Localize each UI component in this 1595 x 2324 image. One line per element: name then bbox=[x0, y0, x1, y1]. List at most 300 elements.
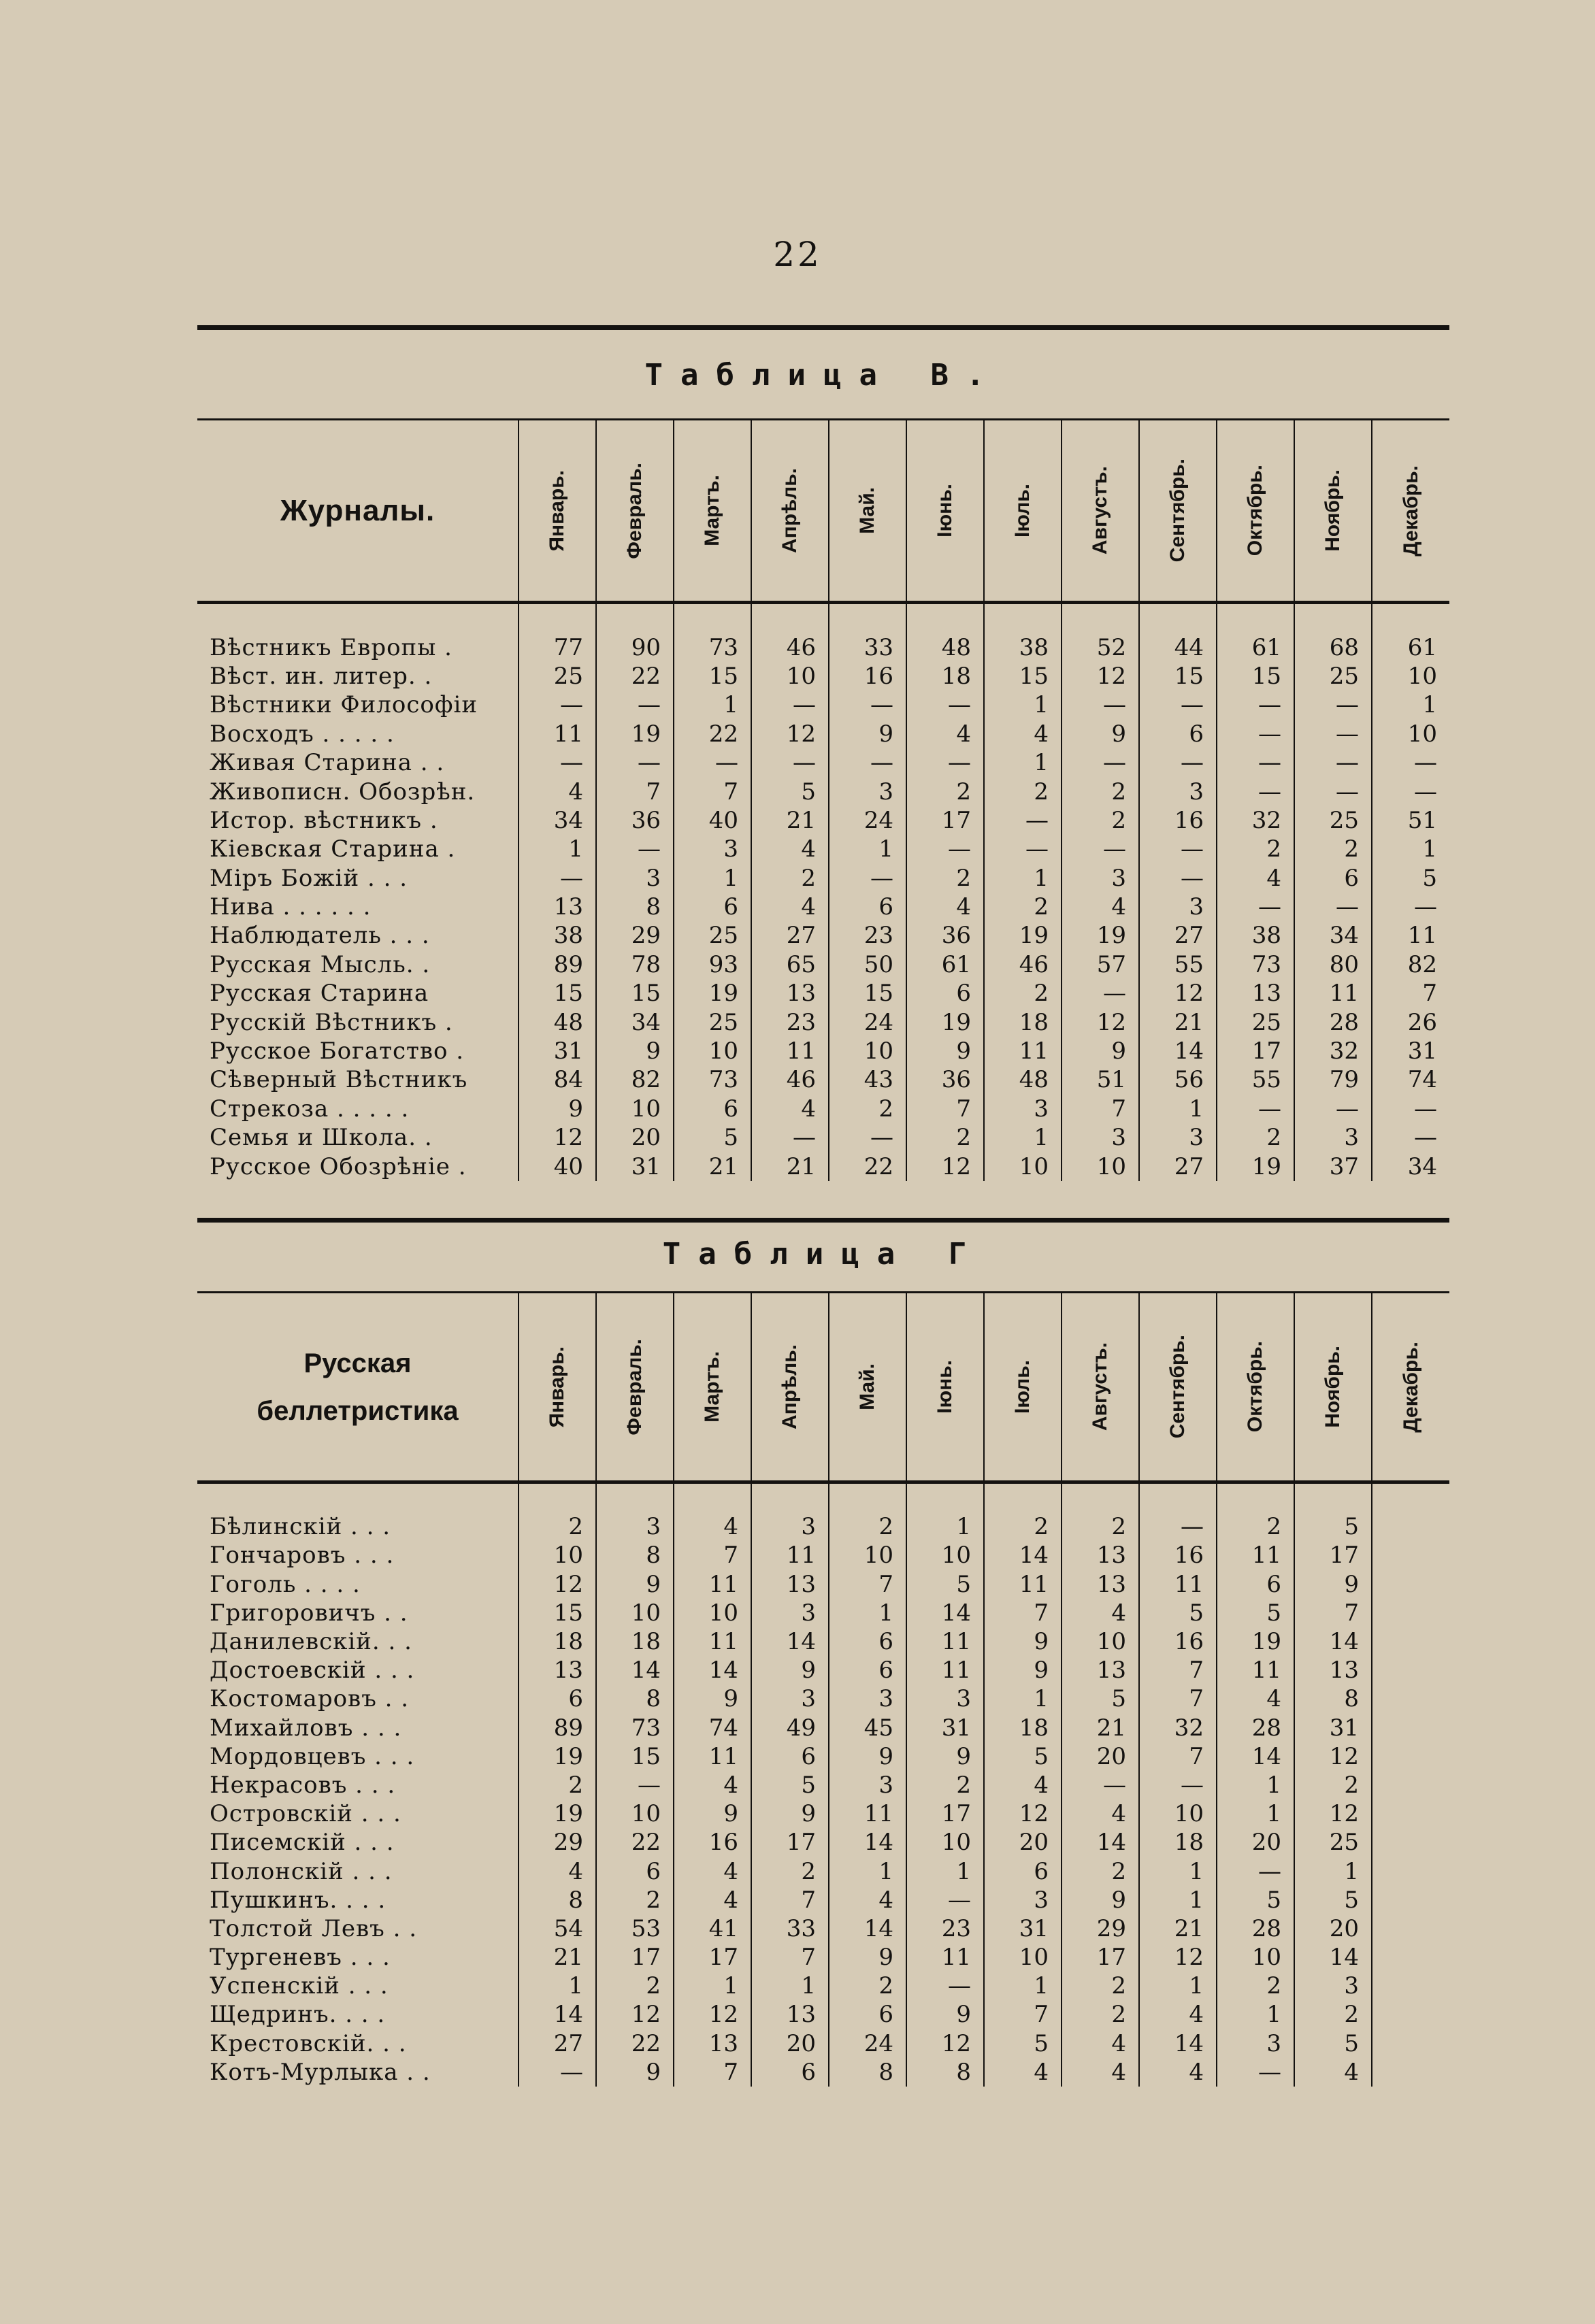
table-cell bbox=[1372, 1914, 1449, 1943]
table-cell: 9 bbox=[751, 1656, 829, 1684]
table-cell: 21 bbox=[1139, 1914, 1217, 1943]
table-cell: — bbox=[1217, 748, 1294, 777]
table-cell: 7 bbox=[674, 2058, 751, 2087]
table-cell: 56 bbox=[1139, 1065, 1217, 1094]
table-cell: 50 bbox=[829, 950, 906, 979]
table-cell: 61 bbox=[1217, 633, 1294, 661]
table-cell: 9 bbox=[984, 1627, 1062, 1656]
table-cell: 12 bbox=[1139, 979, 1217, 1008]
table-cell: 13 bbox=[519, 893, 596, 921]
table-cell: 28 bbox=[1217, 1714, 1294, 1742]
table-cell: 10 bbox=[751, 662, 829, 691]
table-cell: 4 bbox=[1062, 2058, 1139, 2087]
table-cell: 18 bbox=[596, 1627, 674, 1656]
table-cell: 11 bbox=[984, 1037, 1062, 1065]
table-cell: 43 bbox=[829, 1065, 906, 1094]
table-cell: 2 bbox=[519, 1512, 596, 1541]
table-cell: 34 bbox=[1294, 921, 1372, 950]
table-cell: 4 bbox=[1217, 1684, 1294, 1713]
table-cell: 2 bbox=[1062, 1857, 1139, 1885]
table-cell: 6 bbox=[829, 1656, 906, 1684]
table-cell: 1 bbox=[906, 1512, 984, 1541]
table-cell bbox=[1372, 1799, 1449, 1828]
table-cell: — bbox=[1062, 979, 1139, 1008]
table-cell: 17 bbox=[751, 1828, 829, 1857]
table-cell: 3 bbox=[751, 1684, 829, 1713]
table-cell: 6 bbox=[906, 979, 984, 1008]
table-cell: 16 bbox=[674, 1828, 751, 1857]
table-cell bbox=[1372, 1627, 1449, 1656]
table-cell: 38 bbox=[1217, 921, 1294, 950]
table-cell: 3 bbox=[984, 1095, 1062, 1123]
table-cell: 25 bbox=[1217, 1008, 1294, 1036]
table-cell: 1 bbox=[984, 1972, 1062, 2000]
table-cell: 9 bbox=[1062, 1886, 1139, 1914]
table-cell: 5 bbox=[1294, 1886, 1372, 1914]
table-cell: 26 bbox=[1372, 1008, 1449, 1036]
table-cell: 53 bbox=[596, 1914, 674, 1943]
table-cell: 9 bbox=[829, 1943, 906, 1972]
table-cell: 15 bbox=[1139, 662, 1217, 691]
month-column-header bbox=[1062, 420, 1139, 603]
month-column-header bbox=[519, 420, 596, 603]
table-cell: 51 bbox=[1062, 1065, 1139, 1094]
table-cell: — bbox=[1139, 1771, 1217, 1799]
table-cell: 41 bbox=[674, 1914, 751, 1943]
table-cell: — bbox=[829, 1123, 906, 1152]
table-cell: 1 bbox=[829, 835, 906, 863]
table-cell: 1 bbox=[1139, 1857, 1217, 1885]
table-cell: 9 bbox=[984, 1656, 1062, 1684]
table-cell: 8 bbox=[596, 1541, 674, 1570]
table-cell: 15 bbox=[829, 979, 906, 1008]
table-cell: 48 bbox=[984, 1065, 1062, 1094]
table-cell: 17 bbox=[596, 1943, 674, 1972]
table-cell: — bbox=[1294, 1095, 1372, 1123]
table-cell: 2 bbox=[519, 1771, 596, 1799]
month-label: Іюнь. bbox=[934, 1360, 956, 1414]
table-row bbox=[197, 1799, 1449, 1828]
table-cell: 3 bbox=[1294, 1123, 1372, 1152]
month-label: Октябрь. bbox=[1244, 465, 1266, 557]
table-cell: 18 bbox=[1139, 1828, 1217, 1857]
table-cell: 7 bbox=[984, 2000, 1062, 2029]
table-cell: 25 bbox=[1294, 806, 1372, 835]
table-cell: 1 bbox=[1139, 1972, 1217, 2000]
table-cell: 1 bbox=[984, 1684, 1062, 1713]
middle-rule bbox=[197, 1218, 1449, 1223]
row-name: Успенскій . . . bbox=[210, 1972, 389, 2000]
table-g-title: Таблица Г bbox=[662, 1237, 985, 1272]
table-cell: 2 bbox=[1217, 1123, 1294, 1152]
table-cell: — bbox=[519, 2058, 596, 2087]
table-cell: 10 bbox=[1372, 662, 1449, 691]
table-cell: 21 bbox=[519, 1943, 596, 1972]
table-cell: 1 bbox=[1217, 1799, 1294, 1828]
table-cell: 11 bbox=[751, 1541, 829, 1570]
table-row bbox=[197, 1972, 1449, 2000]
table-cell: 9 bbox=[906, 1742, 984, 1771]
table-cell: 14 bbox=[829, 1828, 906, 1857]
row-name: Живая Старина . . bbox=[210, 749, 445, 777]
table-cell: 23 bbox=[906, 1914, 984, 1943]
table-cell: 2 bbox=[596, 1972, 674, 2000]
table-cell: 4 bbox=[1062, 1799, 1139, 1828]
table-cell: 17 bbox=[1062, 1943, 1139, 1972]
table-cell: 17 bbox=[1217, 1037, 1294, 1065]
table-cell bbox=[1372, 2058, 1449, 2087]
table-cell: 13 bbox=[519, 1656, 596, 1684]
month-label: Апрѣль. bbox=[778, 467, 801, 554]
table-cell: 25 bbox=[1294, 1828, 1372, 1857]
table-cell: 46 bbox=[751, 633, 829, 661]
table-cell: 1 bbox=[906, 1857, 984, 1885]
table-cell: — bbox=[519, 691, 596, 719]
month-column-header bbox=[596, 420, 674, 603]
table-cell: 20 bbox=[596, 1123, 674, 1152]
table-cell: 11 bbox=[1372, 921, 1449, 950]
table-cell: 93 bbox=[674, 950, 751, 979]
table-cell: — bbox=[984, 835, 1062, 863]
month-column-header bbox=[984, 420, 1062, 603]
table-cell: 4 bbox=[1062, 893, 1139, 921]
table-cell bbox=[1372, 1943, 1449, 1972]
table-cell: 8 bbox=[1294, 1684, 1372, 1713]
table-cell: — bbox=[984, 806, 1062, 835]
table-cell: 11 bbox=[829, 1799, 906, 1828]
table-cell: — bbox=[1139, 691, 1217, 719]
table-cell: 7 bbox=[1139, 1684, 1217, 1713]
table-row bbox=[197, 1714, 1449, 1742]
table-cell: 7 bbox=[1139, 1742, 1217, 1771]
row-name: Толстой Левъ . . bbox=[210, 1914, 418, 1942]
table-cell: 5 bbox=[751, 1771, 829, 1799]
table-cell: 15 bbox=[596, 1742, 674, 1771]
table-row bbox=[197, 1684, 1449, 1713]
table-cell: 4 bbox=[984, 1771, 1062, 1799]
row-name: Міръ Божій . . . bbox=[210, 864, 408, 892]
row-name: Русское Богатство . bbox=[210, 1038, 465, 1065]
table-v bbox=[197, 418, 1449, 1181]
month-label: Сентябрь. bbox=[1166, 459, 1189, 563]
table-cell: 3 bbox=[829, 1771, 906, 1799]
table-cell: 20 bbox=[1062, 1742, 1139, 1771]
month-label: Августъ. bbox=[1089, 466, 1111, 555]
table-g bbox=[197, 1291, 1449, 2087]
table-cell: 32 bbox=[1139, 1714, 1217, 1742]
table-row bbox=[197, 1570, 1449, 1599]
row-name: Данилевскій. . . bbox=[210, 1628, 412, 1656]
table-cell: 4 bbox=[1139, 2000, 1217, 2029]
row-name: Живописн. Обозрѣн. bbox=[210, 778, 476, 806]
table-row bbox=[197, 1037, 1449, 1065]
table-cell: 4 bbox=[1062, 1599, 1139, 1627]
table-cell: 31 bbox=[984, 1914, 1062, 1943]
table-cell: 6 bbox=[1294, 864, 1372, 893]
table-cell: 68 bbox=[1294, 633, 1372, 661]
month-label: Февраль. bbox=[623, 1338, 646, 1435]
table-cell: 12 bbox=[596, 2000, 674, 2029]
table-row bbox=[197, 1857, 1449, 1885]
table-cell: 15 bbox=[1217, 662, 1294, 691]
table-cell bbox=[1372, 1828, 1449, 1857]
table-cell: 20 bbox=[984, 1828, 1062, 1857]
table-cell: 21 bbox=[1139, 1008, 1217, 1036]
table-cell: 29 bbox=[596, 921, 674, 950]
table-cell bbox=[1372, 1972, 1449, 2000]
table-cell: 2 bbox=[984, 893, 1062, 921]
table-cell: 1 bbox=[829, 1599, 906, 1627]
row-name: Гончаровъ . . . bbox=[210, 1542, 395, 1570]
table-cell: 55 bbox=[1217, 1065, 1294, 1094]
table-cell: 9 bbox=[1062, 1037, 1139, 1065]
table-cell: — bbox=[1372, 1095, 1449, 1123]
table-cell: 17 bbox=[1294, 1541, 1372, 1570]
table-cell: 13 bbox=[1062, 1541, 1139, 1570]
table-cell: 12 bbox=[1062, 662, 1139, 691]
table-cell: 12 bbox=[674, 2000, 751, 2029]
month-column-header bbox=[519, 1293, 596, 1482]
table-cell: 4 bbox=[674, 1512, 751, 1541]
table-cell: 80 bbox=[1294, 950, 1372, 979]
table-cell: 24 bbox=[829, 806, 906, 835]
table-row bbox=[197, 1886, 1449, 1914]
table-cell: 31 bbox=[1372, 1037, 1449, 1065]
table-cell: 5 bbox=[906, 1570, 984, 1599]
table-cell: 29 bbox=[1062, 1914, 1139, 1943]
table-cell: — bbox=[1139, 748, 1217, 777]
table-cell: 10 bbox=[829, 1541, 906, 1570]
table-cell: 6 bbox=[829, 2000, 906, 2029]
table-cell bbox=[1372, 1771, 1449, 1799]
table-cell: 27 bbox=[1139, 1152, 1217, 1180]
table-cell: 7 bbox=[751, 1943, 829, 1972]
row-name: Сѣверный Вѣстникъ bbox=[210, 1066, 468, 1094]
table-cell: 31 bbox=[596, 1152, 674, 1180]
table-row bbox=[197, 1627, 1449, 1656]
table-cell: 61 bbox=[906, 950, 984, 979]
table-cell: 3 bbox=[1139, 893, 1217, 921]
table-cell: 7 bbox=[596, 777, 674, 806]
table-cell: 40 bbox=[519, 1152, 596, 1180]
table-cell: 14 bbox=[596, 1656, 674, 1684]
table-cell: 34 bbox=[1372, 1152, 1449, 1180]
table-cell: 25 bbox=[674, 921, 751, 950]
table-cell: 1 bbox=[519, 835, 596, 863]
month-column-header bbox=[1217, 1293, 1294, 1482]
table-cell: 90 bbox=[596, 633, 674, 661]
table-cell: 89 bbox=[519, 1714, 596, 1742]
table-cell: — bbox=[829, 748, 906, 777]
table-cell: 38 bbox=[984, 633, 1062, 661]
table-cell bbox=[1372, 1857, 1449, 1885]
table-cell: 2 bbox=[984, 1512, 1062, 1541]
row-name: Русскій Вѣстникъ . bbox=[210, 1008, 453, 1036]
table-cell: 32 bbox=[1217, 806, 1294, 835]
table-cell: 2 bbox=[596, 1886, 674, 1914]
month-label: Февраль. bbox=[623, 462, 646, 559]
table-cell: 20 bbox=[1217, 1828, 1294, 1857]
table-cell bbox=[1372, 1684, 1449, 1713]
table-cell: 22 bbox=[596, 1828, 674, 1857]
table-cell: 3 bbox=[751, 1599, 829, 1627]
row-name: Полонскій . . . bbox=[210, 1857, 393, 1885]
row-name: Мордовцевъ . . . bbox=[210, 1742, 415, 1770]
table-cell: 4 bbox=[519, 777, 596, 806]
table-cell: — bbox=[519, 748, 596, 777]
table-cell: — bbox=[596, 835, 674, 863]
table-cell: 73 bbox=[1217, 950, 1294, 979]
table-cell: — bbox=[1217, 1095, 1294, 1123]
table-cell: 10 bbox=[1062, 1627, 1139, 1656]
table-cell: — bbox=[1294, 720, 1372, 748]
table-cell: 13 bbox=[674, 2029, 751, 2058]
row-name: Тургеневъ . . . bbox=[210, 1944, 391, 1972]
table-row bbox=[197, 1599, 1449, 1627]
row-name: Наблюдатель . . . bbox=[210, 922, 430, 950]
table-cell: 9 bbox=[596, 1570, 674, 1599]
table-cell: 27 bbox=[1139, 921, 1217, 950]
table-cell: 9 bbox=[519, 1095, 596, 1123]
table-cell: 1 bbox=[829, 1857, 906, 1885]
table-cell: 11 bbox=[751, 1037, 829, 1065]
table-cell: 1 bbox=[519, 1972, 596, 2000]
table-row bbox=[197, 748, 1449, 777]
table-cell: 44 bbox=[1139, 633, 1217, 661]
table-cell: 17 bbox=[906, 806, 984, 835]
table-cell: 5 bbox=[1139, 1599, 1217, 1627]
name-column-header bbox=[197, 1293, 519, 1482]
table-cell: 32 bbox=[1294, 1037, 1372, 1065]
table-cell: 18 bbox=[519, 1627, 596, 1656]
table-cell: 21 bbox=[751, 1152, 829, 1180]
table-row bbox=[197, 921, 1449, 950]
table-cell: 1 bbox=[1294, 1857, 1372, 1885]
table-cell: 1 bbox=[984, 748, 1062, 777]
table-cell: 2 bbox=[1294, 1771, 1372, 1799]
table-cell: — bbox=[1217, 1857, 1294, 1885]
table-cell: 3 bbox=[1062, 1123, 1139, 1152]
table-cell: 13 bbox=[751, 979, 829, 1008]
table-cell: 55 bbox=[1139, 950, 1217, 979]
month-label: Ноябрь. bbox=[1321, 1346, 1344, 1428]
table-cell: 6 bbox=[1139, 720, 1217, 748]
table-cell: 4 bbox=[751, 893, 829, 921]
name-header-line2: беллетристика bbox=[257, 1395, 459, 1426]
month-label: Декабрь. bbox=[1399, 465, 1422, 557]
table-cell: 4 bbox=[674, 1886, 751, 1914]
table-cell: 8 bbox=[596, 893, 674, 921]
table-cell: 6 bbox=[674, 893, 751, 921]
table-cell: 2 bbox=[829, 1972, 906, 2000]
month-column-header bbox=[751, 1293, 829, 1482]
month-label: Мартъ. bbox=[701, 475, 723, 546]
table-cell: 24 bbox=[829, 2029, 906, 2058]
row-name: Писемскій . . . bbox=[210, 1829, 395, 1857]
table-cell: 7 bbox=[674, 777, 751, 806]
month-label: Іюль. bbox=[1011, 1359, 1034, 1414]
table-cell: 6 bbox=[751, 2058, 829, 2087]
month-column-header bbox=[1217, 420, 1294, 603]
table-cell: 18 bbox=[984, 1008, 1062, 1036]
table-cell: 23 bbox=[829, 921, 906, 950]
table-cell: 1 bbox=[984, 691, 1062, 719]
table-cell: 79 bbox=[1294, 1065, 1372, 1094]
page-number: 22 bbox=[773, 235, 822, 274]
table-cell: 6 bbox=[519, 1684, 596, 1713]
row-name: Русская Старина bbox=[210, 980, 429, 1008]
month-label: Мартъ. bbox=[701, 1351, 723, 1423]
table-cell: — bbox=[751, 1123, 829, 1152]
table-cell: 5 bbox=[984, 1742, 1062, 1771]
row-name: Михайловъ . . . bbox=[210, 1714, 402, 1742]
table-cell: 14 bbox=[906, 1599, 984, 1627]
table-cell: 16 bbox=[1139, 806, 1217, 835]
table-cell: 9 bbox=[906, 2000, 984, 2029]
table-cell: 36 bbox=[906, 1065, 984, 1094]
table-row bbox=[197, 806, 1449, 835]
table-cell: 12 bbox=[1294, 1799, 1372, 1828]
table-cell: 73 bbox=[674, 1065, 751, 1094]
table-cell: 14 bbox=[1294, 1943, 1372, 1972]
table-cell bbox=[1372, 1742, 1449, 1771]
table-cell: — bbox=[1062, 835, 1139, 863]
table-cell: 9 bbox=[674, 1684, 751, 1713]
table-cell: 15 bbox=[596, 979, 674, 1008]
table-row bbox=[197, 2000, 1449, 2029]
table-cell: 3 bbox=[1139, 777, 1217, 806]
table-cell: 4 bbox=[1294, 2058, 1372, 2087]
table-cell: 19 bbox=[519, 1799, 596, 1828]
table-cell: 14 bbox=[1294, 1627, 1372, 1656]
table-cell: 12 bbox=[1139, 1943, 1217, 1972]
table-cell: 4 bbox=[519, 1857, 596, 1885]
table-cell: 9 bbox=[596, 1037, 674, 1065]
table-cell: 3 bbox=[1062, 864, 1139, 893]
table-cell: 27 bbox=[519, 2029, 596, 2058]
row-name: Стрекоза . . . . . bbox=[210, 1095, 410, 1123]
table-row bbox=[197, 950, 1449, 979]
table-cell: 22 bbox=[829, 1152, 906, 1180]
table-cell: 2 bbox=[1062, 1512, 1139, 1541]
table-row bbox=[197, 1512, 1449, 1541]
table-cell: 10 bbox=[674, 1599, 751, 1627]
table-cell: 20 bbox=[1294, 1914, 1372, 1943]
table-cell: 14 bbox=[1062, 1828, 1139, 1857]
table-cell: 7 bbox=[674, 1541, 751, 1570]
month-column-header bbox=[1372, 420, 1449, 603]
table-cell: — bbox=[1139, 835, 1217, 863]
table-cell: 15 bbox=[674, 662, 751, 691]
table-cell: 11 bbox=[906, 1943, 984, 1972]
row-name: Островскій . . . bbox=[210, 1800, 401, 1828]
row-name: Гоголь . . . . bbox=[210, 1570, 361, 1598]
table-cell: 12 bbox=[906, 1152, 984, 1180]
table-cell: 14 bbox=[519, 2000, 596, 2029]
row-name: Некрасовъ . . . bbox=[210, 1771, 396, 1799]
table-cell: 14 bbox=[829, 1914, 906, 1943]
table-cell bbox=[1372, 1570, 1449, 1599]
table-cell: — bbox=[906, 748, 984, 777]
table-cell: — bbox=[519, 864, 596, 893]
table-cell: 1 bbox=[1372, 835, 1449, 863]
row-name: Русское Обозрѣніе . bbox=[210, 1152, 467, 1180]
table-cell: 7 bbox=[751, 1886, 829, 1914]
table-cell: 11 bbox=[674, 1570, 751, 1599]
table-row bbox=[197, 1771, 1449, 1799]
row-name: Семья и Школа. . bbox=[210, 1124, 433, 1152]
table-cell: 5 bbox=[751, 777, 829, 806]
